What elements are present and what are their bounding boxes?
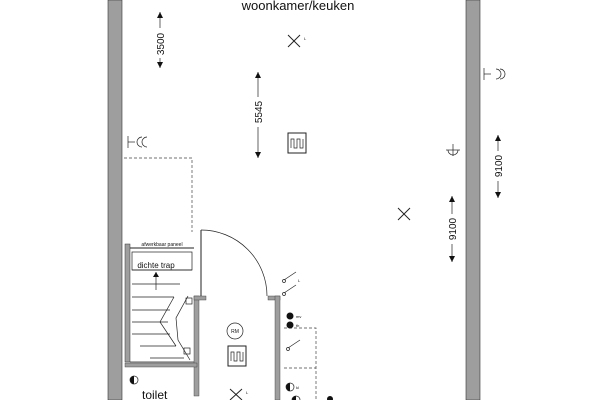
svg-text:3500: 3500 [156,32,167,56]
svg-text:kl: kl [296,385,299,390]
staircase [125,242,196,362]
living-kitchen-label: woonkamer/keuken [241,0,355,13]
dimension-9100-inner [444,196,460,262]
light-switch-group [283,272,302,296]
svg-text:9100: 9100 [494,154,505,178]
ceiling-light-hall [230,389,249,400]
switch-kl [286,383,299,391]
svg-text:mv: mv [296,314,302,319]
stair-panel-label: afwerkbaar paneel [141,242,183,248]
dimension-9100-outer [490,135,506,198]
closet-switch [287,340,301,351]
kitchen-outline [124,158,192,232]
svg-text:L: L [246,390,249,395]
socket-icon [128,136,147,148]
toilet-switch [130,376,138,384]
meter-box-label: RM [231,329,239,335]
dimension-3500 [152,12,168,68]
partition-wall [194,296,206,300]
ceiling-light-top [288,35,307,47]
right-wall [466,0,480,400]
ceiling-light-middle [398,208,410,220]
meter-box [227,323,243,339]
switch-th [287,322,300,329]
socket-icon [446,144,460,156]
stair-label: dichte trap [137,261,175,270]
switch-lower [292,396,333,400]
left-wall [108,0,122,400]
socket-icon [484,68,505,80]
svg-text:5545: 5545 [254,100,265,124]
partition-wall [194,296,199,396]
toilet-label: toilet [142,388,168,400]
partition-wall [125,363,197,367]
partition-wall [275,296,280,400]
radiator-icon [288,133,306,153]
radiator-icon [228,346,246,366]
switch-mv [287,313,302,320]
dimension-5545 [250,72,266,158]
svg-text:th: th [296,323,300,328]
hall-door [201,230,267,296]
svg-text:9100: 9100 [448,217,459,241]
svg-text:L: L [304,36,307,41]
svg-text:L: L [298,278,301,283]
